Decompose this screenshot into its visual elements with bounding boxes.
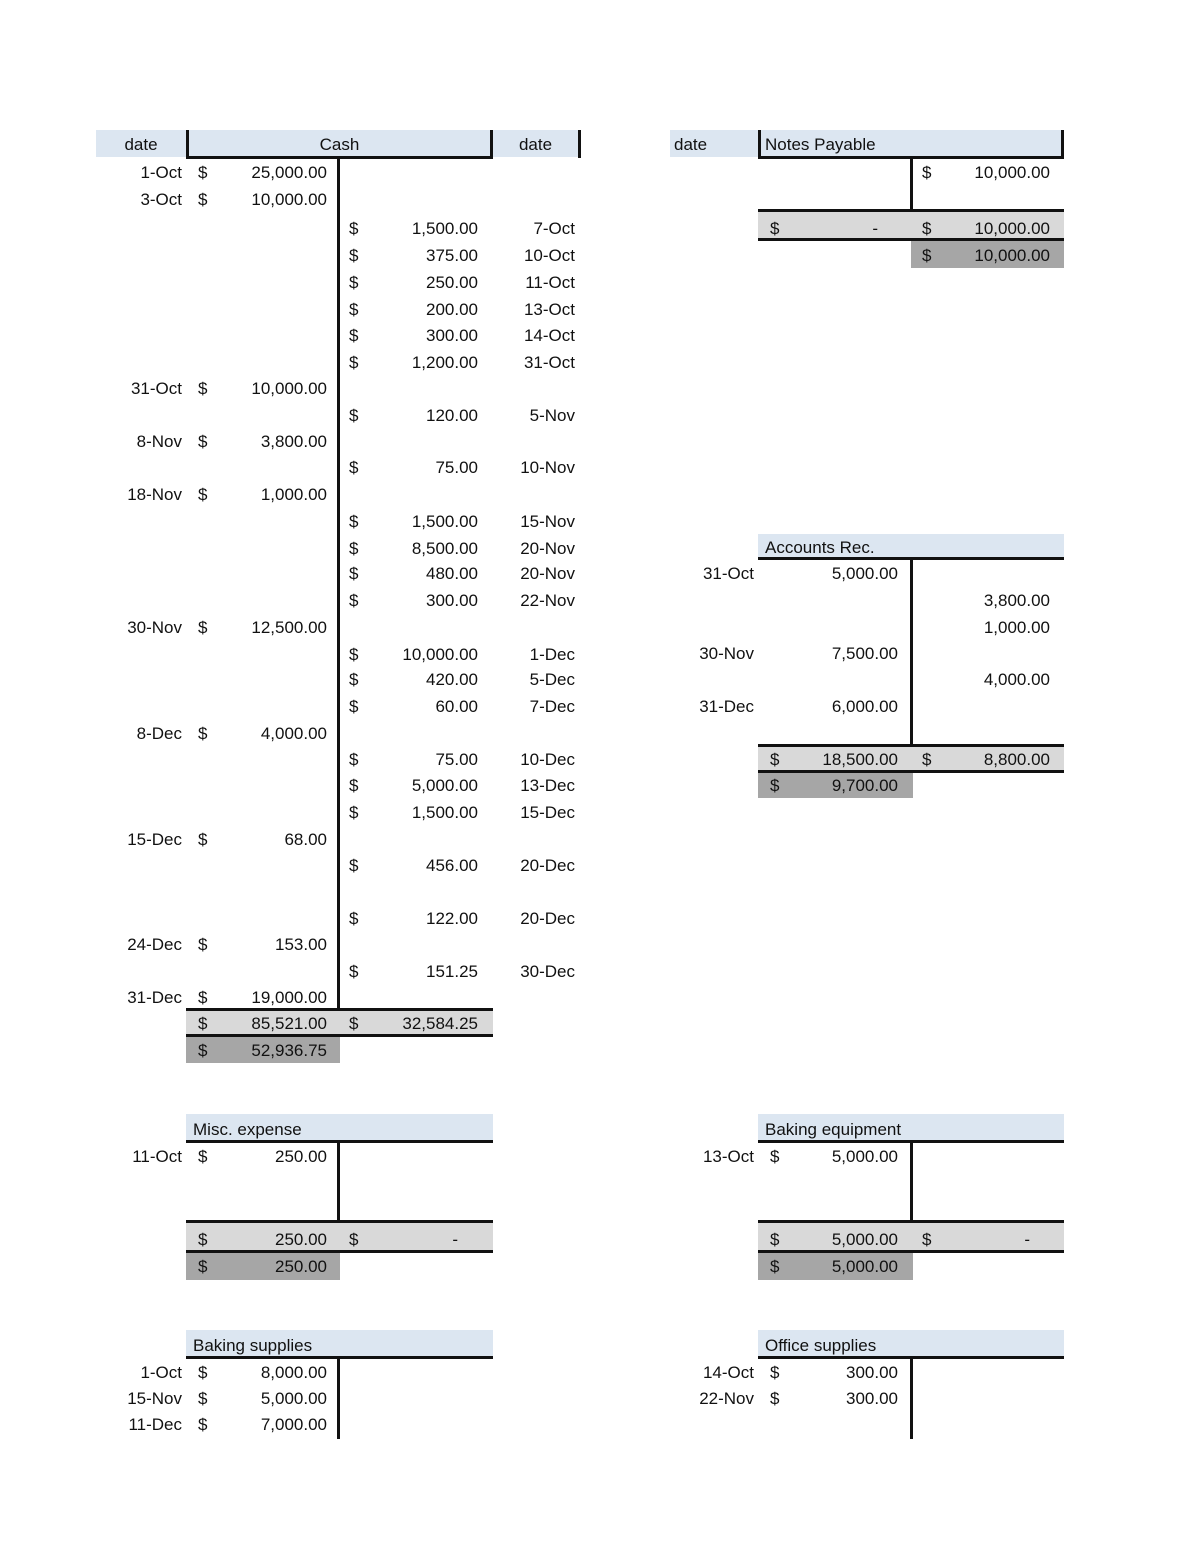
cash-credit-amount: 480.00 <box>426 564 478 583</box>
currency-symbol: $ <box>349 697 359 716</box>
currency-symbol: $ <box>349 326 359 345</box>
cash-credit-date: 5-Dec <box>529 670 575 689</box>
notes-payable-title: Notes Payable <box>765 135 876 154</box>
cash-debit-amount: 4,000.00 <box>260 724 327 743</box>
baking-equipment-debit-amount: 5,000.00 <box>831 1147 898 1166</box>
currency-symbol: $ <box>922 246 932 265</box>
cash-credit-amount: 122.00 <box>426 909 478 928</box>
accounts-rec-credit-amount: 3,800.00 <box>983 591 1050 610</box>
cash-total-debit: 85,521.00 <box>251 1014 327 1033</box>
notes-payable-credit-entry: 10,000.00 <box>974 163 1050 182</box>
cash-debit-date: 24-Dec <box>127 935 182 954</box>
currency-symbol: $ <box>198 988 208 1007</box>
currency-symbol: $ <box>349 219 359 238</box>
misc-expense-title: Misc. expense <box>193 1120 302 1139</box>
currency-symbol: $ <box>349 750 359 769</box>
accounts-rec-credit-amount: 1,000.00 <box>983 618 1050 637</box>
accounts-rec-credit-amount: 4,000.00 <box>983 670 1050 689</box>
currency-symbol: $ <box>922 219 932 238</box>
cash-debit-amount: 153.00 <box>275 935 327 954</box>
accounts-rec-title: Accounts Rec. <box>765 538 875 557</box>
cash-credit-amount: 8,500.00 <box>411 539 478 558</box>
currency-symbol: $ <box>198 1041 208 1060</box>
currency-symbol: $ <box>349 539 359 558</box>
currency-symbol: $ <box>770 1147 780 1166</box>
cash-credit-amount: 75.00 <box>435 750 478 769</box>
baking-equipment-balance: 5,000.00 <box>831 1257 898 1276</box>
baking-supplies-debit-date: 11-Dec <box>128 1415 182 1434</box>
cash-debit-amount: 10,000.00 <box>251 190 327 209</box>
currency-symbol: $ <box>198 1363 208 1382</box>
cash-credit-date: 10-Dec <box>520 750 575 769</box>
cash-credit-amount: 1,500.00 <box>411 512 478 531</box>
currency-symbol: $ <box>349 591 359 610</box>
cash-credit-date: 1-Dec <box>529 645 575 664</box>
cash-credit-date: 30-Dec <box>520 962 575 981</box>
cash-balance: 52,936.75 <box>251 1041 327 1060</box>
cash-credit-date: 22-Nov <box>520 591 575 610</box>
notes-payable-balance: 10,000.00 <box>974 246 1050 265</box>
cash-debit-date: 3-Oct <box>140 190 182 209</box>
cash-credit-amount: 1,500.00 <box>411 803 478 822</box>
cash-debit-date: 8-Dec <box>136 724 182 743</box>
currency-symbol: $ <box>349 458 359 477</box>
baking-supplies-debit-date: 15-Nov <box>127 1389 182 1408</box>
currency-symbol: $ <box>349 564 359 583</box>
cash-credit-date: 14-Oct <box>523 326 575 345</box>
accounts-rec-debit-date: 31-Dec <box>699 697 754 716</box>
cash-credit-date: 7-Oct <box>533 219 575 238</box>
currency-symbol: $ <box>349 856 359 875</box>
cash-credit-amount: 5,000.00 <box>411 776 478 795</box>
cash-debit-date: 8-Nov <box>136 432 182 451</box>
cash-credit-date: 20-Dec <box>520 909 575 928</box>
misc-expense-debit-amount: 250.00 <box>275 1147 327 1166</box>
currency-symbol: $ <box>198 190 208 209</box>
currency-symbol: $ <box>198 1257 208 1276</box>
currency-symbol: $ <box>349 1230 359 1249</box>
misc-expense-total-credit: - <box>452 1230 458 1249</box>
currency-symbol: $ <box>349 1014 359 1033</box>
notes-payable-total-credit: 10,000.00 <box>974 219 1050 238</box>
baking-equipment-debit-date: 13-Oct <box>702 1147 754 1166</box>
cash-left-date-header: date <box>124 135 158 154</box>
cash-credit-date: 7-Dec <box>529 697 575 716</box>
currency-symbol: $ <box>770 1389 780 1408</box>
cash-credit-amount: 1,500.00 <box>411 219 478 238</box>
cash-debit-date: 30-Nov <box>127 618 182 637</box>
currency-symbol: $ <box>198 432 208 451</box>
baking-equipment-total-debit: 5,000.00 <box>831 1230 898 1249</box>
accounts-rec-debit-amount: 6,000.00 <box>831 697 898 716</box>
cash-debit-amount: 1,000.00 <box>260 485 327 504</box>
cash-credit-amount: 300.00 <box>426 591 478 610</box>
baking-supplies-debit-amount: 8,000.00 <box>260 1363 327 1382</box>
currency-symbol: $ <box>198 1147 208 1166</box>
cash-debit-date: 1-Oct <box>140 163 182 182</box>
accounts-rec-debit-date: 31-Oct <box>702 564 754 583</box>
currency-symbol: $ <box>198 724 208 743</box>
currency-symbol: $ <box>198 163 208 182</box>
cash-credit-date: 20-Nov <box>520 564 575 583</box>
cash-debit-date: 18-Nov <box>127 485 182 504</box>
baking-supplies-debit-amount: 7,000.00 <box>260 1415 327 1434</box>
misc-expense-debit-date: 11-Oct <box>132 1147 182 1166</box>
cash-right-date-header: date <box>518 135 553 154</box>
cash-debit-amount: 68.00 <box>284 830 327 849</box>
baking-equipment-title: Baking equipment <box>765 1120 902 1139</box>
cash-credit-amount: 75.00 <box>435 458 478 477</box>
cash-debit-date: 15-Dec <box>127 830 182 849</box>
cash-credit-amount: 375.00 <box>426 246 478 265</box>
currency-symbol: $ <box>349 776 359 795</box>
currency-symbol: $ <box>198 830 208 849</box>
currency-symbol: $ <box>198 1230 208 1249</box>
cash-credit-date: 10-Oct <box>523 246 575 265</box>
currency-symbol: $ <box>198 1415 208 1434</box>
currency-symbol: $ <box>770 1230 780 1249</box>
cash-debit-amount: 19,000.00 <box>251 988 327 1007</box>
cash-credit-amount: 151.25 <box>426 962 478 981</box>
cash-debit-amount: 25,000.00 <box>251 163 327 182</box>
cash-credit-date: 20-Nov <box>520 539 575 558</box>
accounts-rec-total-debit: 18,500.00 <box>822 750 898 769</box>
currency-symbol: $ <box>349 406 359 425</box>
currency-symbol: $ <box>198 1389 208 1408</box>
currency-symbol: $ <box>198 1014 208 1033</box>
baking-equipment-total-credit: - <box>1024 1230 1030 1249</box>
cash-credit-date: 13-Oct <box>523 300 575 319</box>
accounts-rec-total-credit: 8,800.00 <box>983 750 1050 769</box>
cash-credit-date: 15-Nov <box>520 512 575 531</box>
currency-symbol: $ <box>198 618 208 637</box>
cash-credit-date: 15-Dec <box>520 803 575 822</box>
cash-debit-date: 31-Oct <box>130 379 182 398</box>
currency-symbol: $ <box>770 1363 780 1382</box>
currency-symbol: $ <box>349 273 359 292</box>
cash-credit-date: 11-Oct <box>525 273 575 292</box>
cash-credit-amount: 1,200.00 <box>411 353 478 372</box>
currency-symbol: $ <box>198 379 208 398</box>
currency-symbol: $ <box>198 485 208 504</box>
office-supplies-debit-date: 22-Nov <box>699 1389 754 1408</box>
currency-symbol: $ <box>770 1257 780 1276</box>
currency-symbol: $ <box>770 219 780 238</box>
currency-symbol: $ <box>349 246 359 265</box>
cash-credit-amount: 10,000.00 <box>402 645 478 664</box>
currency-symbol: $ <box>198 935 208 954</box>
cash-credit-amount: 120.00 <box>426 406 478 425</box>
cash-debit-amount: 12,500.00 <box>251 618 327 637</box>
misc-expense-total-debit: 250.00 <box>275 1230 327 1249</box>
cash-credit-date: 13-Dec <box>520 776 575 795</box>
cash-credit-amount: 200.00 <box>426 300 478 319</box>
notes-payable-date-header: date <box>674 135 708 154</box>
notes-payable-total-debit: - <box>872 219 878 238</box>
cash-debit-date: 31-Dec <box>127 988 182 1007</box>
currency-symbol: $ <box>349 962 359 981</box>
accounts-rec-debit-amount: 7,500.00 <box>831 644 898 663</box>
currency-symbol: $ <box>349 645 359 664</box>
currency-symbol: $ <box>349 670 359 689</box>
currency-symbol: $ <box>349 909 359 928</box>
accounts-rec-debit-amount: 5,000.00 <box>831 564 898 583</box>
misc-expense-balance: 250.00 <box>275 1257 327 1276</box>
currency-symbol: $ <box>770 776 780 795</box>
currency-symbol: $ <box>349 353 359 372</box>
currency-symbol: $ <box>922 163 932 182</box>
currency-symbol: $ <box>349 300 359 319</box>
cash-credit-date: 20-Dec <box>520 856 575 875</box>
office-supplies-debit-date: 14-Oct <box>702 1363 754 1382</box>
accounts-rec-debit-date: 30-Nov <box>699 644 754 663</box>
currency-symbol: $ <box>349 512 359 531</box>
cash-total-credit: 32,584.25 <box>402 1014 478 1033</box>
office-supplies-debit-amount: 300.00 <box>846 1389 898 1408</box>
currency-symbol: $ <box>349 803 359 822</box>
cash-credit-amount: 420.00 <box>426 670 478 689</box>
baking-supplies-title: Baking supplies <box>193 1336 313 1355</box>
currency-symbol: $ <box>922 750 932 769</box>
cash-credit-amount: 456.00 <box>426 856 478 875</box>
cash-credit-amount: 250.00 <box>426 273 478 292</box>
cash-title: Cash <box>319 135 360 154</box>
office-supplies-title: Office supplies <box>765 1336 877 1355</box>
cash-debit-amount: 3,800.00 <box>260 432 327 451</box>
baking-supplies-debit-amount: 5,000.00 <box>260 1389 327 1408</box>
cash-credit-amount: 60.00 <box>435 697 478 716</box>
cash-debit-amount: 10,000.00 <box>251 379 327 398</box>
baking-supplies-debit-date: 1-Oct <box>140 1363 182 1382</box>
currency-symbol: $ <box>770 750 780 769</box>
cash-credit-amount: 300.00 <box>426 326 478 345</box>
cash-credit-date: 10-Nov <box>520 458 575 477</box>
accounts-rec-balance: 9,700.00 <box>831 776 898 795</box>
office-supplies-debit-amount: 300.00 <box>846 1363 898 1382</box>
cash-credit-date: 5-Nov <box>529 406 575 425</box>
cash-credit-date: 31-Oct <box>523 353 575 372</box>
currency-symbol: $ <box>922 1230 932 1249</box>
